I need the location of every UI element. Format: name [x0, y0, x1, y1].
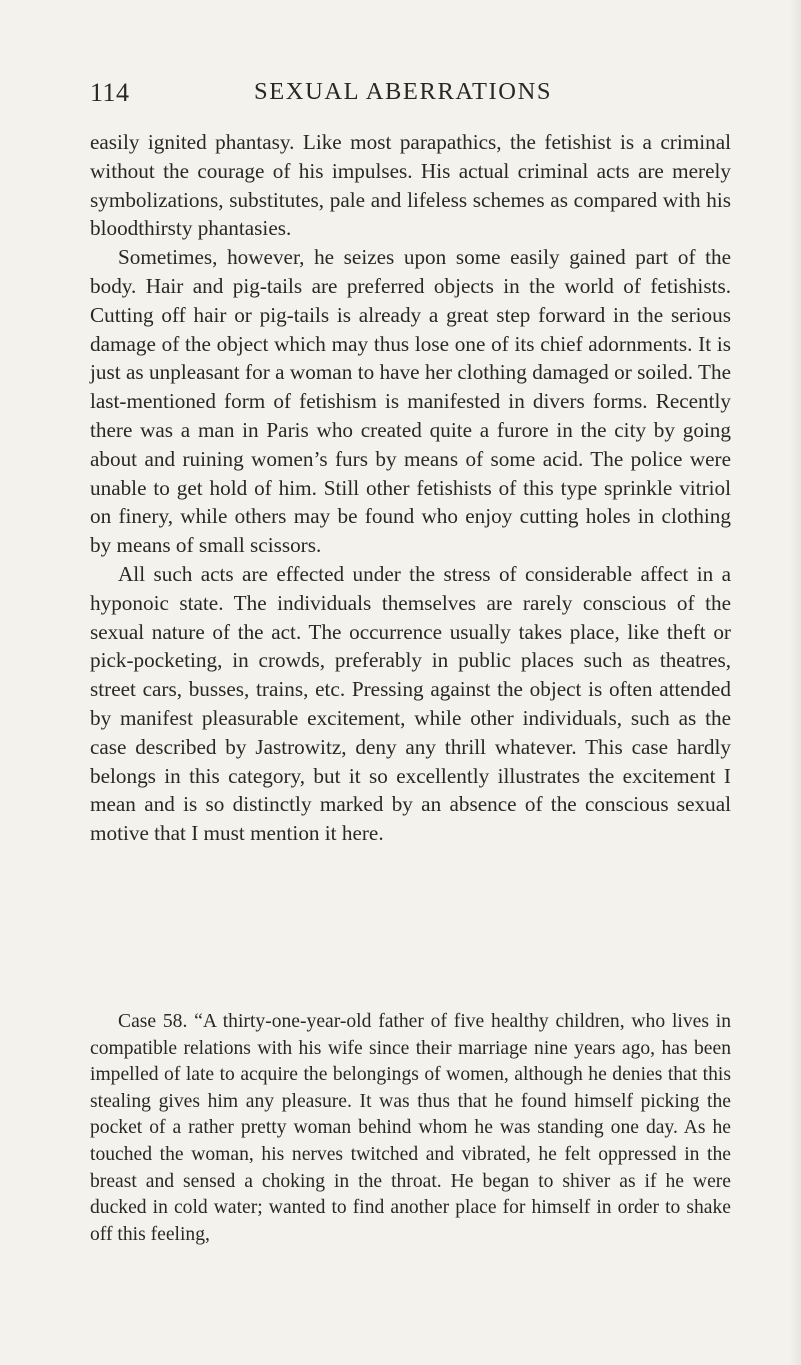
- paragraph-continuation: easily ignited phantasy. Like most parapathics, the fetishist is a criminal without the courage of his impulses. His actual criminal acts are merely symbolizations, substitutes, pale and lifeless schemes as compared with his bloodthirsty phantasies.: [90, 130, 731, 241]
- page-header: [90, 78, 730, 110]
- paragraph-case-58: Case 58. “A thirty-one-year-old father of five healthy children, who lives in compatible relations with his wife since their marriage nine years ago, has been impelled of late to acquire the belongings of women, although he denies that this stealing gives him any pleasure. It was thus that he found himself picking the pocket of a rather pretty woman behind whom he was standing one day. As he touched the woman, his nerves twitched and vibrated, he felt oppressed in the breast and sensed a choking in the throat. He began to shiver as if he were ducked in cold water; wanted to find another place for himself in order to shake off this feeling,: [90, 1011, 731, 1245]
- case-58-text: [90, 1009, 731, 1248]
- page-edge-shadow: [789, 0, 801, 1365]
- main-text: [90, 128, 731, 848]
- running-head: SEXUAL ABERRATIONS: [254, 78, 553, 105]
- page-number: 114: [90, 78, 130, 107]
- paragraph-hair-fetishism: Sometimes, however, he seizes upon some easily gained part of the body. Hair and pig-tails are preferred objects in the world of fetishists. Cutting off hair or pig-tails is already a great step forward in the serious damage of the object which may thus lose one of its chief adornments. It is just as unpleasant for a woman to have her clothing damaged or soiled. The last-mentioned form of fetishism is manifested in divers forms. Recently there was a man in Paris who created quite a furore in the city by going about and ruining women’s furs by means of some acid. The police were unable to get hold of him. Still other fetishists of this type sprinkle vitriol on finery, while others may be found who enjoy cutting holes in clothing by means of small scissors.: [90, 245, 731, 558]
- paragraph-hyponoic-state: All such acts are effected under the stress of considerable affect in a hyponoic state. The individuals themselves are rarely conscious of the sexual nature of the act. The occurrence usually takes place, like theft or pick-pocketing, in crowds, preferably in public places such as theatres, street cars, busses, trains, etc. Pressing against the object is often attended by manifest pleasurable excitement, while other individuals, such as the case described by Jastrowitz, deny any thrill whatever. This case hardly belongs in this category, but it so excellently illustrates the excitement I mean and is so distinctly marked by an absence of the conscious sexual motive that I must mention it here.: [90, 561, 731, 846]
